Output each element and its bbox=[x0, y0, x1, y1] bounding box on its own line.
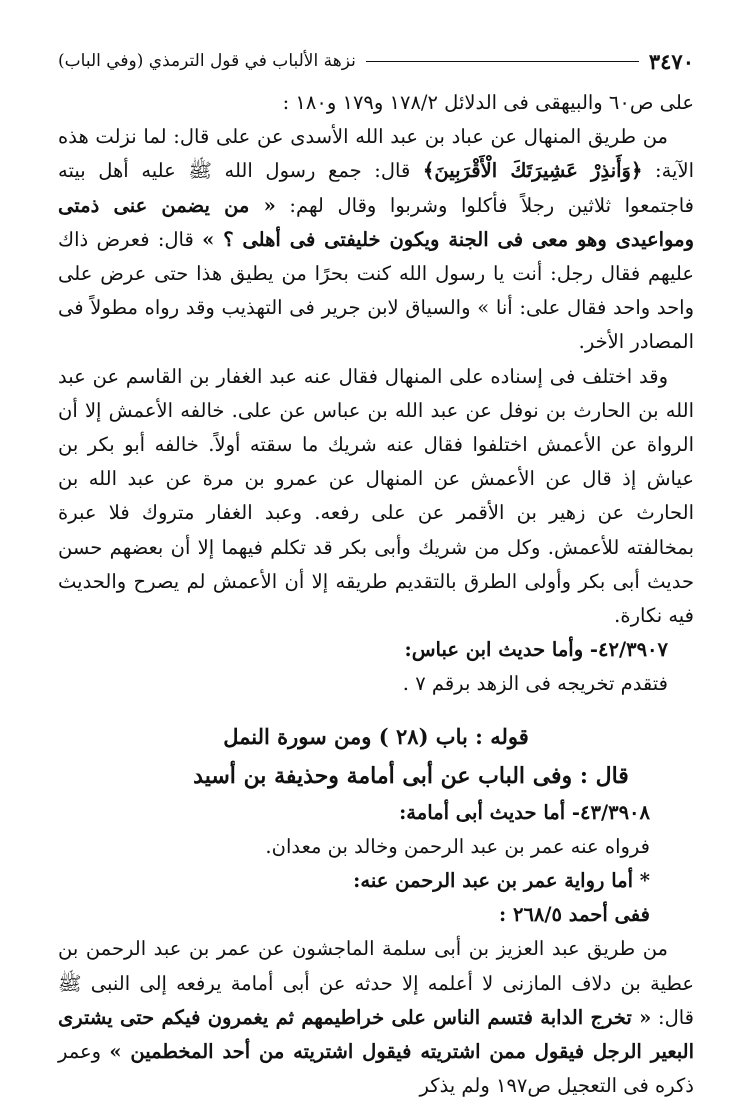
paragraph: من طريق عبد العزيز بن أبى سلمة الماجشون عن عمر بن عبد الرحمن بن عطية بن دلاف المازنى لا أعلمه إلا حدثه عن أبى أمامة يرفعه إلى النبى ﷺ قال: « تخرج الدابة فتسم الناس على خراطيمهم ثم يغمرون فيكم حتى يشترى البعير الرجل فيقول ممن اشتريته فيقول اشتريته من أحد المخطمين » وعمر ذكره فى التعجيل ص١٩٧ ولم يذكر bbox=[58, 937, 694, 1098]
page-number: ٣٤٧٠ bbox=[648, 48, 694, 74]
star-icon: * bbox=[639, 869, 650, 893]
paragraph: وقد اختلف فى إسناده على المنهال فقال عنه عبد الغفار بن القاسم عن عبد الله بن الحارث بن نوفل عن عبد الله بن عباس عن على. خالفه الأعمش إلا أن الرواة عن الأعمش اختلفوا فقال عنه شريك ما سقته أولاً. خالفه أبو بكر بن عياش إذ قال عن الأعمش عن المنهال عن عمرو بن مرة عن عبد الله بن الحارث عن زهير بن الأقمر عن على رفعه. وعبد الغفار متروك فلا عبرة بمخالفته للأعمش. وكل من شريك وأبى بكر قد تكلم فيهما إلا أن بعضهم حسن حديث أبى بكر وأولى الطرق بالتقديم طريقه إلا أن الأعمش لم يصرح والحديث فيه نكارة. bbox=[58, 364, 694, 628]
paragraph: فرواه عنه عمر بن عبد الرحمن وخالد بن معدان. bbox=[265, 834, 650, 858]
paragraph: من طريق المنهال عن عباد بن عبد الله الأسدى عن على قال: لما نزلت هذه الآية: ﴿وَأَنذِرْ عَشِيرَتَكَ الْأَقْرَبِينَ﴾ قال: جمع رسول الله ﷺ عليه أهل بيته فاجتمعوا ثلاثين رجلاً فأكلوا وشربوا وقال لهم: « من يضمن عنى ذمتى ومواعيدى وهو معى فى الجنة ويكون خليفتى فى أهلى ؟ » قال: فعرض ذاك عليهم فقال رجل: أنت يا رسول الله كنت بحرًا من يطيق هذا حتى عرض على واحد واحد فقال على: أنا » والسياق لابن جرير فى التهذيب وقد رواه مطولاً فى المصادر الأخر. bbox=[58, 125, 694, 354]
page-body bbox=[58, 86, 694, 1103]
hadith-quote: « من يضمن عنى ذمتى ومواعيدى وهو معى فى الجنة ويكون خليفتى فى أهلى ؟ » bbox=[58, 193, 694, 251]
chapter-heading: قوله : باب (٢٨ ) ومن سورة النمل bbox=[223, 723, 529, 749]
source-reference: ففى أحمد ٢٦٨/٥ : bbox=[498, 903, 650, 927]
subsection-entry: * أما رواية عمر بن عبد الرحمن عنه: bbox=[353, 869, 650, 893]
spacer bbox=[58, 702, 694, 718]
paragraph: فتقدم تخريجه فى الزهد برقم ٧ . bbox=[402, 672, 668, 696]
running-title: نزهة الألباب في قول الترمذي (وفي الباب) bbox=[58, 51, 356, 71]
header-rule bbox=[366, 61, 639, 62]
section-entry: ٤٣/٣٩٠٨- أما حديث أبى أمامة: bbox=[399, 800, 650, 824]
running-header bbox=[58, 44, 694, 78]
chapter-subheading: قال : وفى الباب عن أبى أمامة وحذيفة بن أسيد bbox=[193, 762, 629, 789]
paragraph: على ص٦٠ والبيهقى فى الدلائل ١٧٨/٢ و١٧٩ و١٨٠ : bbox=[282, 91, 694, 114]
hadith-quote: « تخرج الدابة فتسم الناس على خراطيمهم ثم يغمرون فيكم حتى يشترى البعير الرجل فيقول ممن اشتريته فيقول اشتريته من أحد المخطمين » bbox=[58, 1005, 694, 1064]
quran-verse: ﴿وَأَنذِرْ عَشِيرَتَكَ الْأَقْرَبِينَ﴾ bbox=[422, 159, 643, 183]
section-entry: ٤٢/٣٩٠٧- وأما حديث ابن عباس: bbox=[404, 638, 668, 662]
